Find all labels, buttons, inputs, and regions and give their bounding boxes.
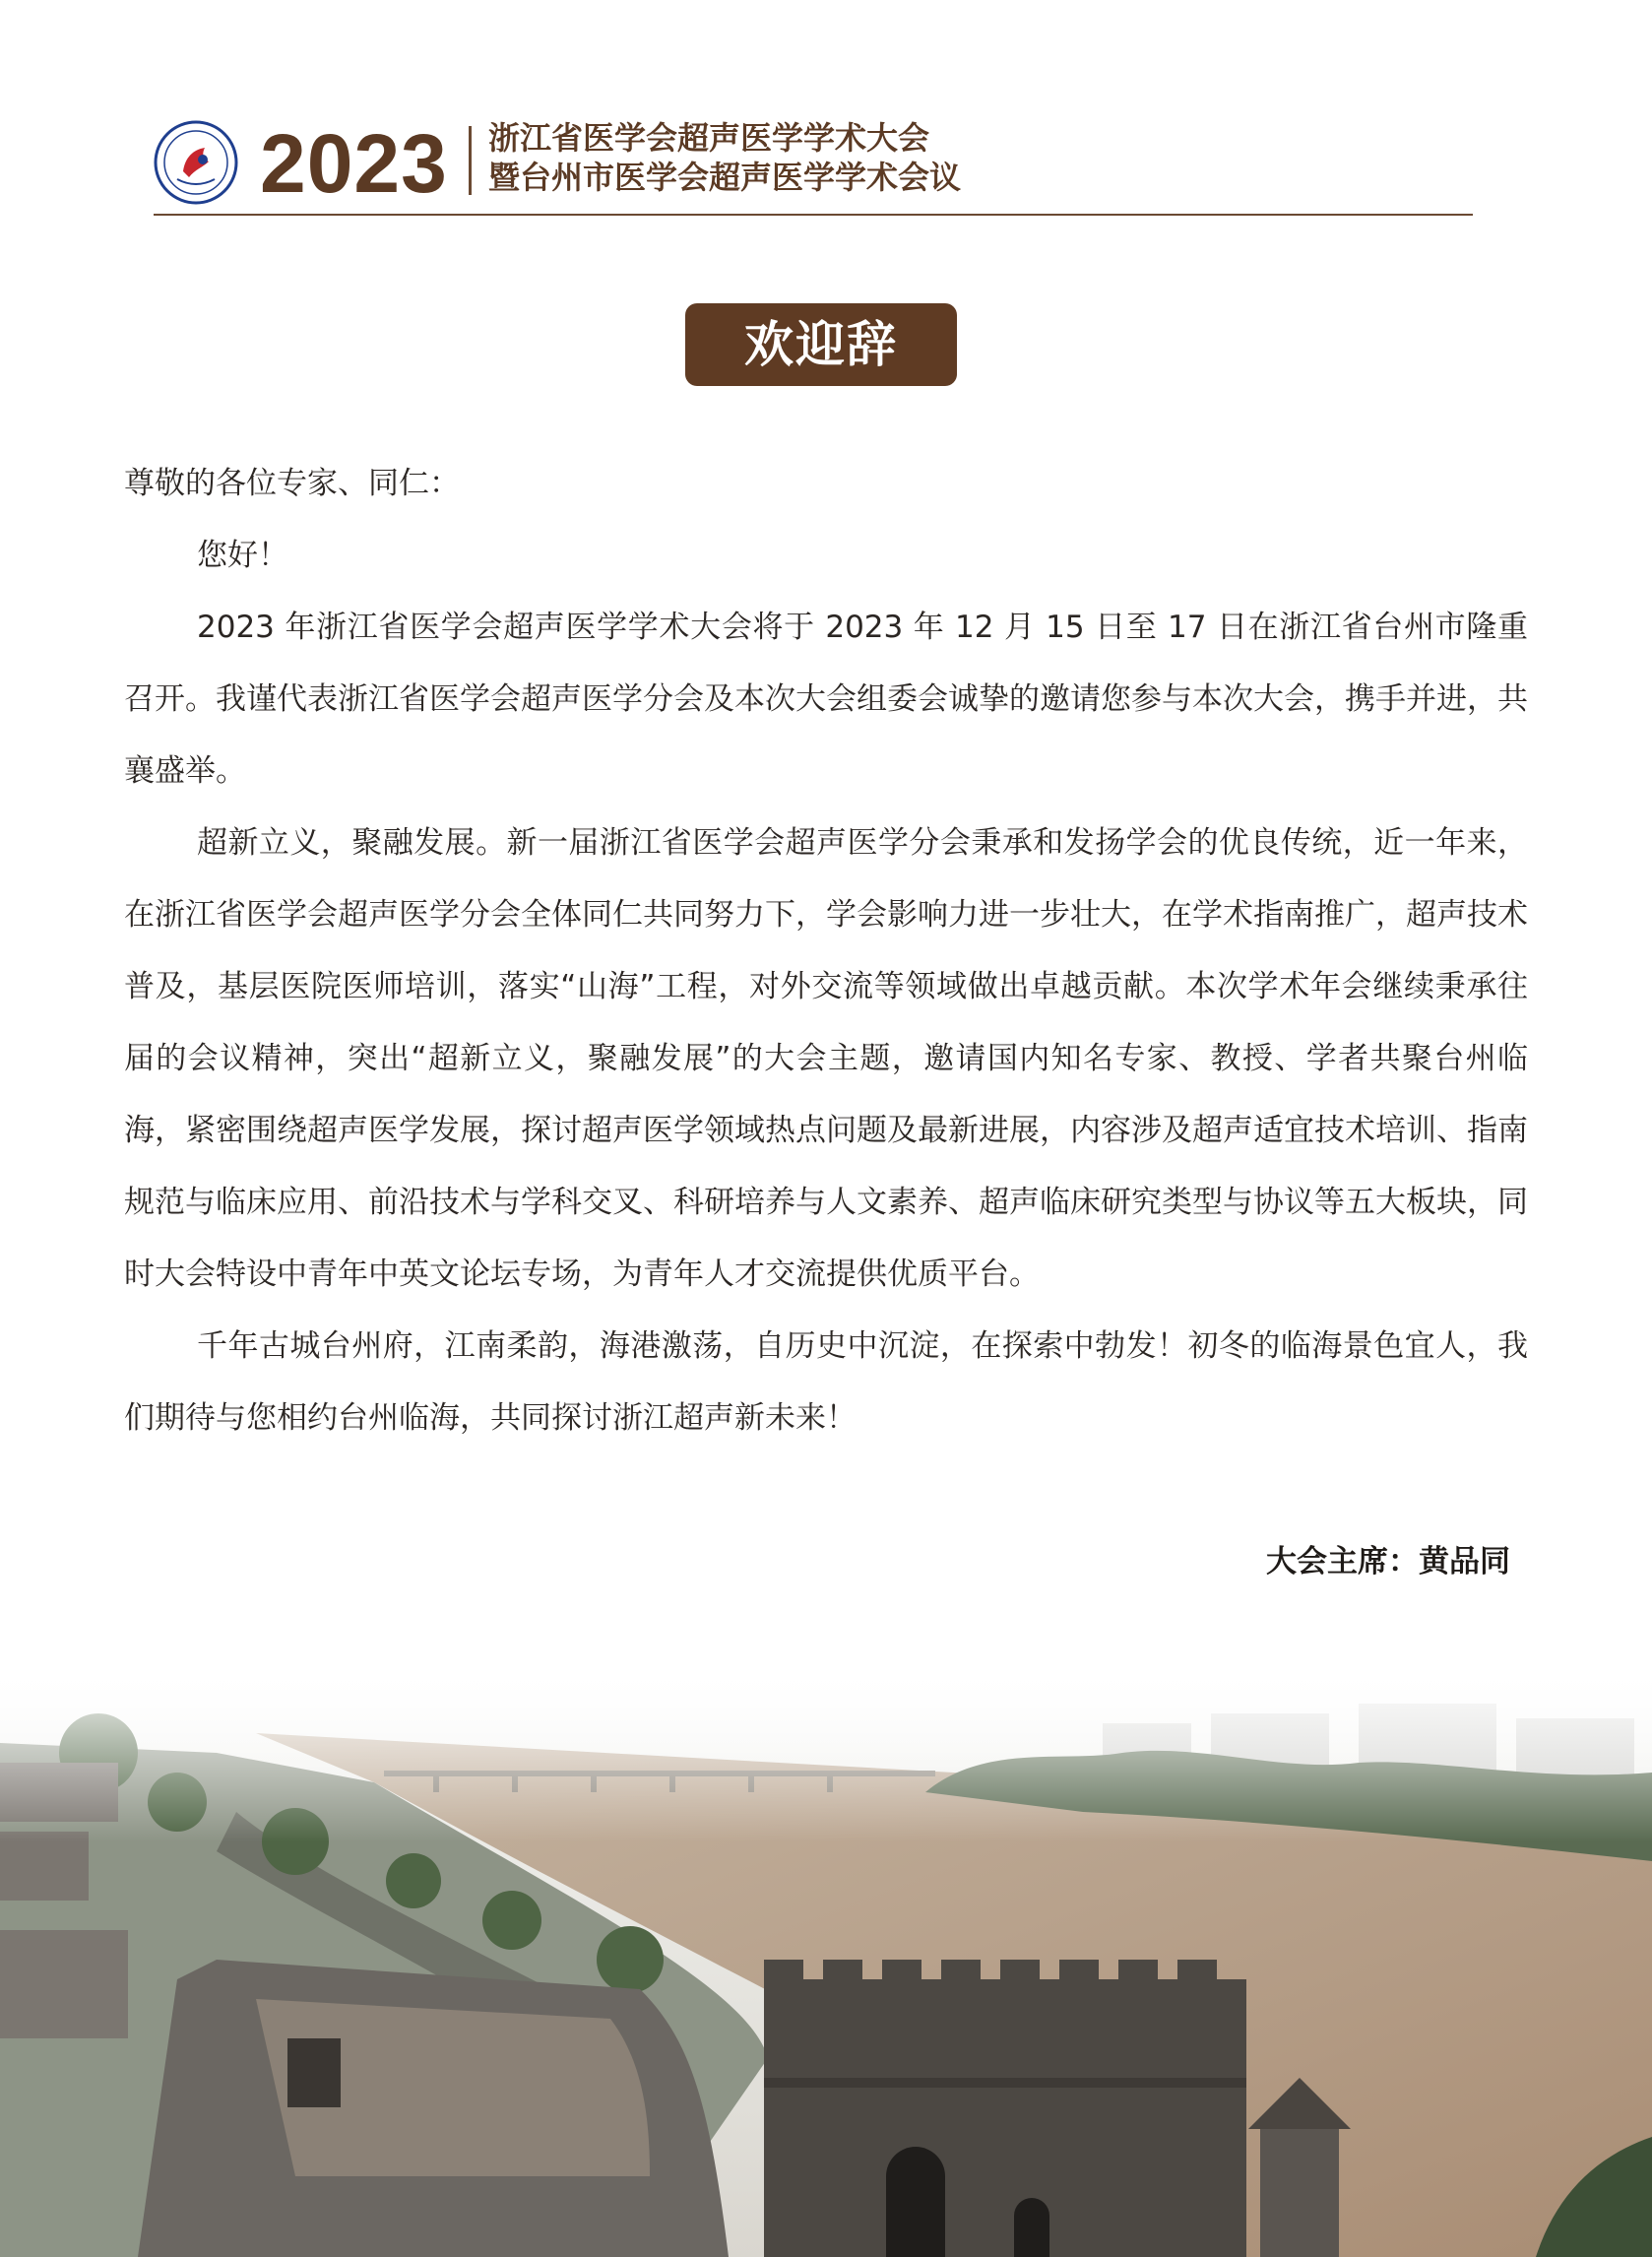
welcome-letter [124,448,1528,1454]
conference-title-line-1: 浙江省医学会超声医学学术大会 [488,119,930,157]
letter-paragraph: 超新立义，聚融发展。新一届浙江省医学会超声医学分会秉承和发扬学会的优良传统，近一年来，在浙江省医学会超声医学分会全体同仁共同努力下，学会影响力进一步壮大，在学术指南推广，超声技术普及，基层医院医师培训，落实“山海”工程，对外交流等领域做出卓越贡献。本次学术年会继续秉承往届的会议精神，突出“超新立义，聚融发展”的大会主题，邀请国内知名专家、教授、学者共聚台州临海，紧密围绕超声医学发展，探讨超声医学领域热点问题及最新进展，内容涉及超声适宜技术培训、指南规范与临床应用、前沿技术与学科交叉、科研培养与人文素养、超声临床研究类型与协议等五大板块，同时大会特设中青年中英文论坛专场，为青年人才交流提供优质平台。 [124,825,1528,1292]
greeting: 您好！ [197,538,288,573]
conference-title-line-2: 暨台州市医学会超声医学学术会议 [488,159,962,196]
conference-header [154,108,1473,217]
salutation: 尊敬的各位专家、同仁： [124,466,460,501]
conference-year: 2023 [260,117,448,210]
conference-title [488,118,961,197]
chairman-signature: 大会主席：黄品同 [1266,1544,1510,1580]
header-rule [154,214,1473,216]
header-divider [469,126,472,195]
letter-paragraph: 2023 年浙江省医学会超声医学学术大会将于 2023 年 12 月 15 日至 17 日在浙江省台州市隆重召开。我谨代表浙江省医学会超声医学分会及本次大会组委会诚挚的邀请您参与本次大会，携手并进，共襄盛举。 [124,610,1528,789]
city-wall-river-photo [0,1664,1652,2257]
welcome-badge: 欢迎辞 [685,303,957,386]
association-seal-icon [154,120,238,205]
letter-paragraph: 千年古城台州府，江南柔韵，海港激荡，自历史中沉淀，在探索中勃发！初冬的临海景色宜人，我们期待与您相约台州临海，共同探讨浙江超声新未来！ [124,1328,1528,1436]
